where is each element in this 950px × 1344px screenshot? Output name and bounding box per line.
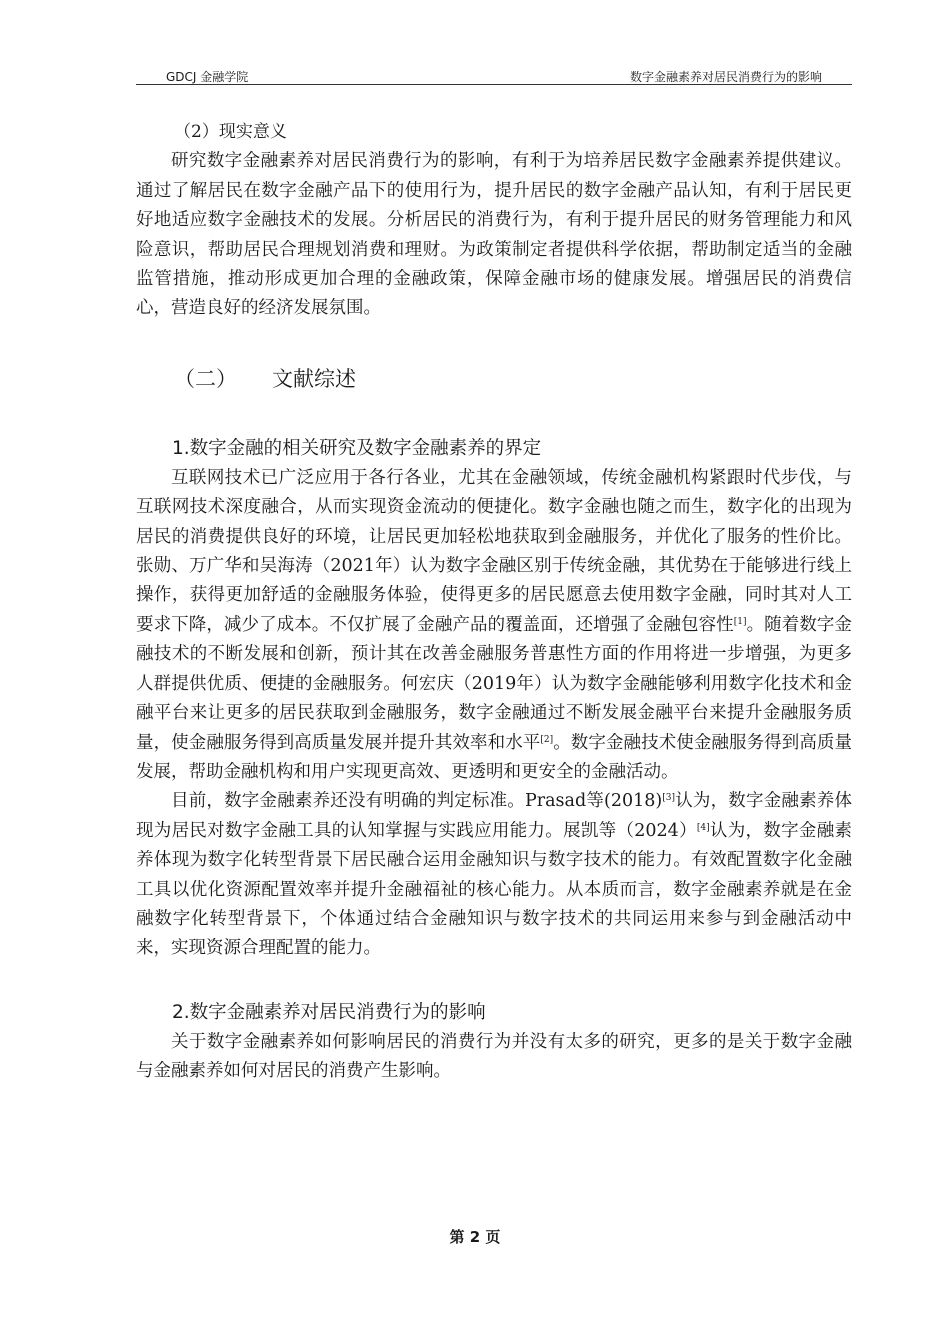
paragraph-digital-finance: 互联网技术已广泛应用于各行各业，尤其在金融领域，传统金融机构紧跟时代步伐，与互联网技术深度融合，从而实现资金流动的便捷化。数字金融也随之而生，数字化的出现为居民的消费提供良好的环境，让居民更加轻松地获取到金融服务，并优化了服务的性价比。张勋、万广华和吴海涛（2021年）认为数字金融区别于传统金融，其优势在于能够进行线上操作，获得更加舒适的金融服务体验，使得更多的居民愿意去使用数字金融，同时其对人工要求下降，减少了成本。不仅扩展了金融产品的覆盖面，还增强了金融包容性[1]。随着数字金融技术的不断发展和创新，预计其在改善金融服务普惠性方面的作用将进一步增强，为更多人群提供优质、便捷的金融服务。何宏庆（2019年）认为数字金融能够利用数字化技术和金融平台来让更多的居民获取到金融服务，数字金融通过不断发展金融平台来提升金融服务质量，使金融服务得到高质量发展并提升其效率和水平[2]。数字金融技术使金融服务得到高质量发展，帮助金融机构和用户实现更高效、更透明和更安全的金融活动。 bbox=[136, 467, 853, 782]
header-institution: GDCJ 金融学院 bbox=[166, 70, 249, 84]
section-heading-literature-review bbox=[136, 364, 852, 394]
subheading-practical-significance: （2）现实意义 bbox=[174, 122, 287, 142]
page-number: 第 2 页 bbox=[449, 1228, 501, 1246]
paragraph-literacy-consumption-impact: 关于数字金融素养如何影响居民的消费行为并没有太多的研究，更多的是关于数字金融与金融素养如何对居民的消费产生影响。 bbox=[136, 1031, 852, 1082]
paragraph-practical-significance: 研究数字金融素养对居民消费行为的影响，有利于为培养居民数字金融素养提供建议。通过了解居民在数字金融产品下的使用行为，提升居民的数字金融产品认知，有利于居民更好地适应数字金融技术的发展。分析居民的消费行为，有利于提升居民的财务管理能力和风险意识，帮助居民合理规划消费和理财。为政策制定者提供科学依据，帮助制定适当的金融监管措施，推动形成更加合理的金融政策，保障金融市场的健康发展。增强居民的消费信心，营造良好的经济发展氛围。 bbox=[136, 151, 852, 319]
citation-ref-3: [3] bbox=[662, 793, 676, 804]
header-document-title: 数字金融素养对居民消费行为的影响 bbox=[629, 70, 822, 84]
page-content bbox=[136, 118, 852, 1087]
subsection-heading-2: 2.数字金融素养对居民消费行为的影响 bbox=[172, 1001, 486, 1023]
citation-ref-2: [2] bbox=[540, 734, 554, 745]
section-number: （二） bbox=[174, 366, 237, 391]
citation-ref-4: [4] bbox=[696, 822, 710, 833]
paragraph-digital-financial-literacy-definition: 目前，数字金融素养还没有明确的判定标准。Prasad等(2018)[3]认为，数字金融素养体现为居民对数字金融工具的认知掌握与实践应用能力。展凯等（2024）[4]认为，数字金融素养体现为数字化转型背景下居民融合运用金融知识与数字技术的能力。有效配置数字化金融工具以优化资源配置效率并提升金融福祉的核心能力。从本质而言，数字金融素养就是在金融数字化转型背景下，个体通过结合金融知识与数字技术的共同运用来参与到金融活动中来，实现资源合理配置的能力。 bbox=[136, 791, 853, 959]
citation-ref-1: [1] bbox=[733, 616, 747, 627]
page-header bbox=[136, 68, 852, 85]
section-title: 文献综述 bbox=[272, 366, 356, 391]
subsection-heading-1: 1.数字金融的相关研究及数字金融素养的界定 bbox=[172, 437, 542, 459]
